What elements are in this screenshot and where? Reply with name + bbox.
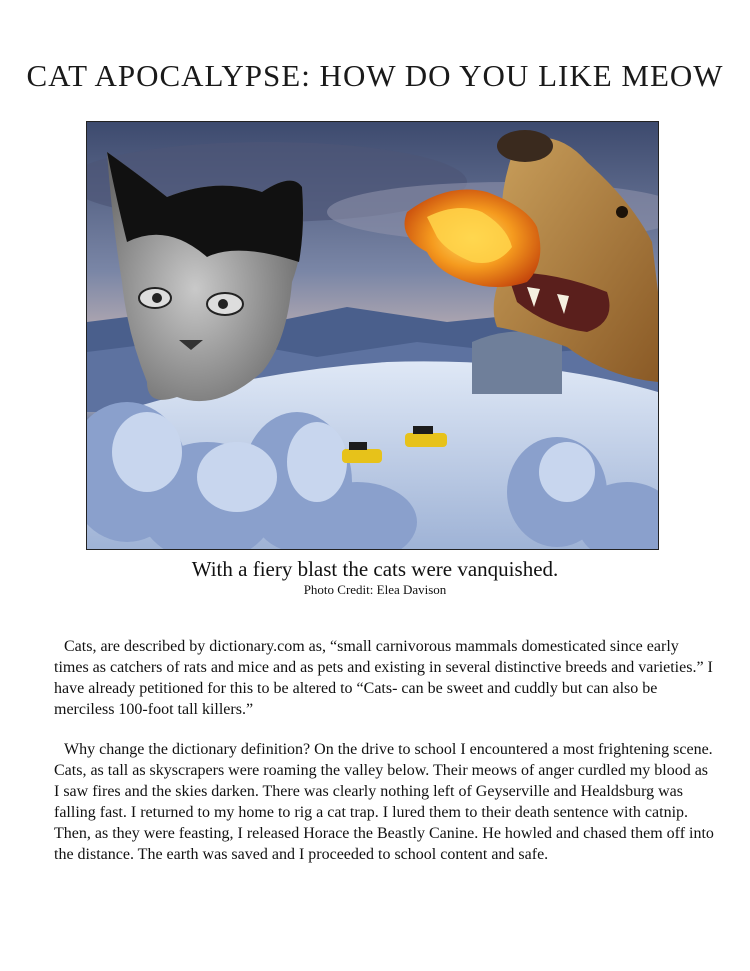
article-title: CAT APOCALYPSE: HOW DO YOU LIKE MEOW <box>26 58 724 93</box>
paragraph-1: Cats, are described by dictionary.com as, “small carnivorous mammals domesticated since early times as catchers of rats and mice and as pets and existing in several distinctive breeds and varieties.” I have already petitioned for this to be altered to “Cats- can be sweet and cuddly but can also be merciless 100-foot tall killers.” <box>54 638 713 718</box>
paragraph-2: Why change the dictionary definition? On the drive to school I encountered a most frightening scene. Cats, as tall as skyscrapers were roaming the valley below. Their meows of anger curdled my blood as I saw fires and the skies darken. There was clearly nothing left of Geyserville and Healdsburg was falling fast. I returned to my home to rig a cat trap. I lured them to their death sentence with catnip. Then, as they were feasting, I released Horace the Beastly Canine. He howled and chased them off into the distance. The earth was saved and I proceeded to school content and safe. <box>54 741 714 863</box>
photo-caption: With a fiery blast the cats were vanquished. <box>191 557 559 581</box>
photo-credit: Photo Credit: Elea Davison <box>303 582 447 597</box>
article-photo <box>86 121 659 550</box>
